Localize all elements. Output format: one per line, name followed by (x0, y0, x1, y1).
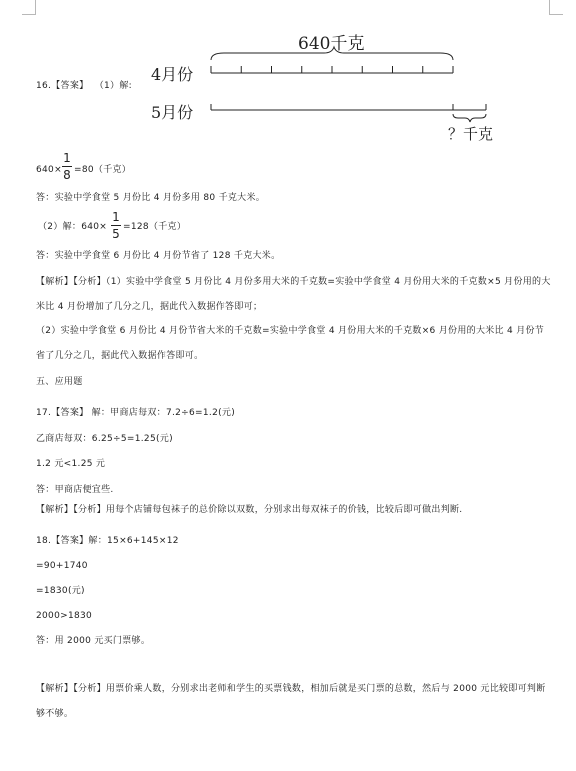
q16-analysis-1: 【解析】【分析】（1）实验中学食堂 5 月份比 4 月份多用大米的千克数=实验中学食堂 4 月份用大米的千克数×5 月份用的大米比 4 月份增加了几分之几，据此代入数据作答即可； (36, 277, 551, 312)
diagram-lines (0, 0, 576, 150)
q18-line3: =1830(元) (36, 586, 85, 596)
q16-calc1-prefix: 640× (36, 165, 62, 175)
section-heading: 五、应用题 (36, 377, 83, 387)
q16-part1-label: （1）解: (94, 81, 133, 91)
q18-line4: 2000>1830 (36, 611, 93, 621)
q17-line1: 17.【答案】 解：甲商店每双：7.2÷6=1.2(元) (36, 408, 236, 418)
fraction-bar (111, 225, 121, 226)
q16-part2-prefix: （2）解：640× (38, 222, 108, 232)
q17-line4: 答：甲商店便宜些. (36, 485, 114, 495)
q16-answer-heading (36, 80, 132, 92)
total-label: 640千克 (298, 34, 365, 54)
q17-line2: 乙商店每双：6.25÷5=1.25(元) (36, 434, 173, 444)
q18-line5: 答：用 2000 元买门票够。 (36, 636, 151, 646)
q18-line1: 18.【答案】解：15×6+145×12 (36, 536, 179, 546)
april-ticks (211, 66, 453, 73)
q16-answer2: 答：实验中学食堂 6 月份比 4 月份节省了 128 千克大米。 (36, 251, 281, 261)
q16-calc1-frac-num: 1 (63, 151, 71, 165)
q16-calc2-result: =128（千克） (123, 222, 187, 232)
april-label: 4月份 (151, 65, 194, 84)
unknown-label: ？千克 (448, 125, 494, 143)
may-label: 5月份 (151, 103, 194, 122)
q17-analysis: 【解析】【分析】用每个店铺每包袜子的总价除以双数，分别求出每双袜子的价钱，比较后即可做出判断. (36, 505, 463, 515)
total-brace (211, 47, 453, 60)
q18-analysis: 【解析】【分析】用票价乘人数，分别求出老师和学生的买票钱数，相加后就是买门票的总数，然后与 2000 元比较即可判断够不够。 (36, 684, 546, 719)
q16-calc2-frac-num: 1 (112, 210, 120, 224)
q16-analysis-2: （2）实验中学食堂 6 月份比 4 月份节省大米的千克数=实验中学食堂 4 月份用大米的千克数×6 月份用的大米比 4 月份节省了几分之几，据此代入数据作答即可。 (36, 326, 545, 361)
q17-line3: 1.2 元<1.25 元 (36, 459, 106, 469)
q16-calc2-frac-den: 5 (112, 227, 120, 241)
q16-calc1-result: =80（千克） (74, 165, 132, 175)
extra-brace (453, 114, 486, 122)
q16-calc2-fraction (111, 211, 121, 240)
q16-answer1: 答：实验中学食堂 5 月份比 4 月份多用 80 千克大米。 (36, 193, 266, 203)
fraction-bar (62, 166, 72, 167)
q16-answer-tag: 16.【答案】 (36, 81, 89, 91)
q16-calc1-fraction (62, 152, 72, 181)
q16-calc1-frac-den: 8 (63, 168, 71, 182)
q18-line2: =90+1740 (36, 561, 88, 571)
